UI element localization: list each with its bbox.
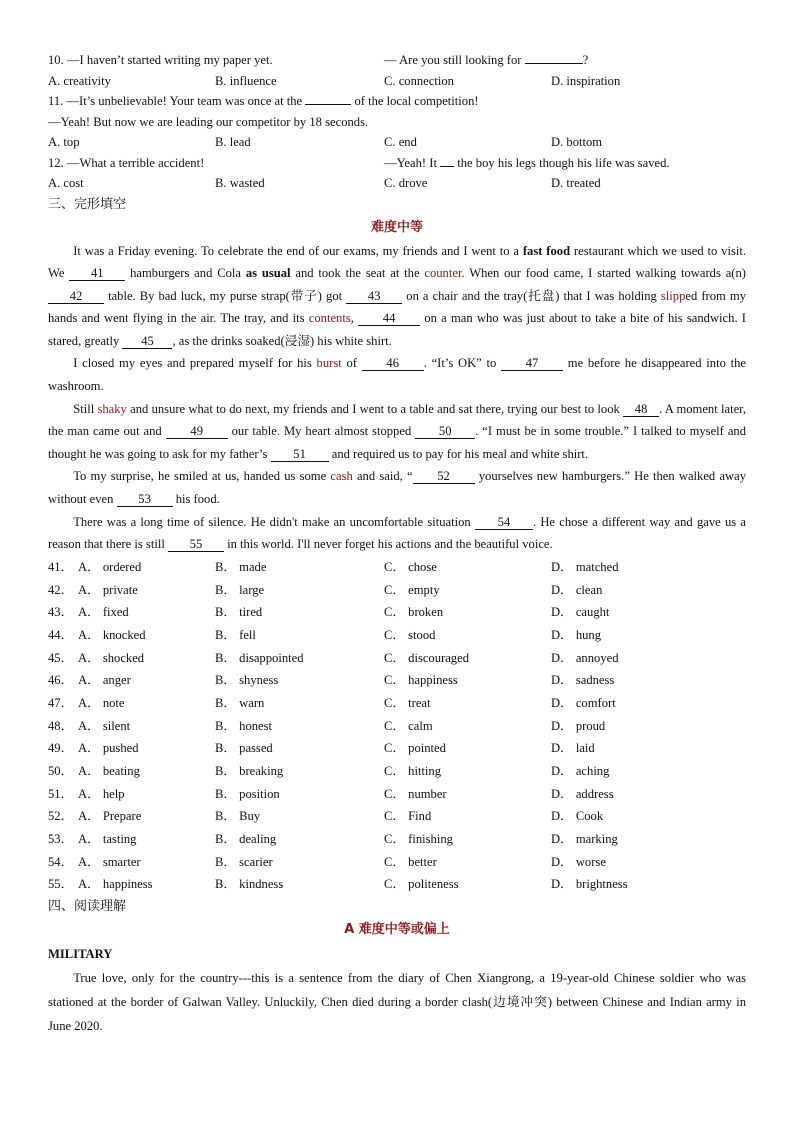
option-b[interactable]: B． position bbox=[215, 786, 280, 801]
option-c[interactable]: C． pointed bbox=[384, 741, 446, 756]
option-a[interactable]: A． silent bbox=[78, 718, 131, 733]
q10-question: 10. —I haven’t started writing my paper yet. bbox=[48, 53, 273, 67]
blank-52[interactable]: 52 bbox=[413, 469, 475, 484]
option-b[interactable]: B． passed bbox=[215, 741, 273, 756]
option-c[interactable]: C． happiness bbox=[384, 673, 458, 688]
option-c[interactable]: C． empty bbox=[384, 582, 440, 597]
option-b[interactable]: B． scarier bbox=[215, 854, 273, 869]
q10-options bbox=[48, 71, 746, 92]
option-d[interactable]: D． proud bbox=[551, 718, 606, 733]
q11-stem: 11. —It’s unbelievable! Your team was once at the of the local competition! bbox=[48, 91, 746, 112]
option-row: 46． A． anger B． shyness C． happiness D． sadness bbox=[48, 669, 746, 692]
option-row: 47． A． note B． warn C． treat D． comfort bbox=[48, 692, 746, 715]
blank-53[interactable]: 53 bbox=[117, 492, 173, 507]
option-a[interactable]: A. top bbox=[48, 135, 80, 149]
option-row: 52． A． Prepare B． Buy C． Find D． Cook bbox=[48, 805, 746, 828]
q12-question: 12. —What a terrible accident! bbox=[48, 155, 205, 170]
option-a[interactable]: A. cost bbox=[48, 176, 84, 190]
cloze-options bbox=[48, 556, 746, 896]
option-a[interactable]: A． tasting bbox=[78, 832, 137, 847]
option-row: 55． A． happiness B． kindness C． politeness D． brightness bbox=[48, 873, 746, 896]
option-c[interactable]: C． finishing bbox=[384, 832, 453, 847]
option-c[interactable]: C． politeness bbox=[384, 877, 459, 892]
option-d[interactable]: D． marking bbox=[551, 832, 618, 847]
option-d[interactable]: D． address bbox=[551, 786, 614, 801]
blank-46[interactable]: 46 bbox=[362, 356, 424, 371]
worksheet-page bbox=[48, 50, 746, 1038]
option-a[interactable]: A． smarter bbox=[78, 854, 141, 869]
option-c[interactable]: C． better bbox=[384, 854, 437, 869]
answer-blank[interactable] bbox=[440, 153, 454, 167]
blank-51[interactable]: 51 bbox=[271, 447, 329, 462]
option-b[interactable]: B． kindness bbox=[215, 877, 284, 892]
option-a[interactable]: A． ordered bbox=[78, 559, 142, 574]
q12-options bbox=[48, 173, 746, 194]
option-a[interactable]: A． happiness bbox=[78, 877, 153, 892]
option-a[interactable]: A． anger bbox=[78, 673, 131, 688]
option-c[interactable]: C． Find bbox=[384, 809, 432, 824]
option-a[interactable]: A． knocked bbox=[78, 627, 146, 642]
option-b[interactable]: B． shyness bbox=[215, 673, 279, 688]
section-title-cloze: 三、完形填空 bbox=[48, 196, 127, 212]
option-b[interactable]: B． tired bbox=[215, 605, 263, 620]
option-d[interactable]: D. inspiration bbox=[551, 73, 621, 88]
blank-48[interactable]: 48 bbox=[623, 402, 659, 417]
option-b[interactable]: B． disappointed bbox=[215, 650, 304, 665]
option-row: 42． A． private B． large C． empty D． clean bbox=[48, 579, 746, 602]
option-b[interactable]: B． Buy bbox=[215, 809, 261, 824]
option-c[interactable]: C． treat bbox=[384, 695, 431, 710]
option-b[interactable]: B． made bbox=[215, 559, 267, 574]
q11-options bbox=[48, 132, 746, 153]
q11-reply: —Yeah! But now we are leading our competitor by 18 seconds. bbox=[48, 114, 369, 129]
answer-blank[interactable] bbox=[525, 50, 583, 64]
option-d[interactable]: D． sadness bbox=[551, 673, 615, 688]
blank-45[interactable]: 45 bbox=[122, 334, 172, 349]
blank-50[interactable]: 50 bbox=[415, 424, 475, 439]
option-d[interactable]: D． caught bbox=[551, 605, 610, 620]
option-b[interactable]: B． warn bbox=[215, 695, 265, 710]
cloze-paragraph-5: There was a long time of silence. He didn't make an uncomfortable situation 54 . He chose a different way and gave us a reason that there is still 55 in this world. I'll never forget his actions and the beautiful voice. bbox=[48, 514, 746, 552]
passage-paragraph: True love, only for the country---this is a sentence from the diary of Chen Xiangrong, a 19-year-old Chinese soldier who was stationed at the border of Galwan Valley. Unluckily, Chen died during a border clash(边境冲突) between Chinese and Indian army in June 2020. bbox=[48, 971, 746, 1034]
option-d[interactable]: D. bottom bbox=[551, 135, 603, 149]
option-b[interactable]: B． honest bbox=[215, 718, 273, 733]
option-d[interactable]: D． comfort bbox=[551, 695, 616, 710]
q10-stem bbox=[48, 50, 746, 71]
option-c[interactable]: C． discouraged bbox=[384, 650, 469, 665]
q10-reply: — Are you still looking for ? bbox=[384, 50, 588, 71]
option-d[interactable]: D． clean bbox=[551, 582, 603, 597]
cloze-paragraph-4: To my surprise, he smiled at us, handed us some cash and said, “ 52 yourselves new hamburgers.” He then walked away without even 53 his food. bbox=[48, 469, 746, 507]
option-c[interactable]: C. end bbox=[384, 135, 417, 149]
option-b[interactable]: B． large bbox=[215, 582, 265, 597]
option-a[interactable]: A． note bbox=[78, 695, 125, 710]
option-c[interactable]: C. connection bbox=[384, 73, 454, 88]
option-c[interactable]: C. drove bbox=[384, 176, 428, 190]
cloze-paragraph-1: It was a Friday evening. To celebrate the end of our exams, my friends and I went to a fast food restaurant which we used to visit. We 41 hamburgers and Cola as usual and took the seat at the counter. When our food came, I started walking towards a(n) 42 table. By bad luck, my purse strap(带子) got 43 on a chair and the tray(托盘) that I was holding slipped from my hands and went flying in the air. The tray, and its contents, 44 on a man who was just about to take a bite of his sandwich. I stared, greatly 45 , as the drinks soaked(浸湿) his white shirt. bbox=[48, 243, 747, 348]
option-a[interactable]: A． pushed bbox=[78, 741, 139, 756]
option-row: 41． A． ordered B． made C． chose D． matched bbox=[48, 556, 746, 579]
option-a[interactable]: A． fixed bbox=[78, 605, 129, 620]
option-c[interactable]: C． calm bbox=[384, 718, 433, 733]
option-row: 49． A． pushed B． passed C． pointed D． laid bbox=[48, 737, 746, 760]
option-row: 51． A． help B． position C． number D． address bbox=[48, 783, 746, 806]
option-row: 54． A． smarter B． scarier C． better D． worse bbox=[48, 851, 746, 874]
option-d[interactable]: D． laid bbox=[551, 741, 595, 756]
answer-blank[interactable] bbox=[305, 91, 351, 105]
blank-42[interactable]: 42 bbox=[48, 289, 104, 304]
option-row: 45． A． shocked B． disappointed C． discouraged D． annoyed bbox=[48, 647, 746, 670]
option-a[interactable]: A． Prepare bbox=[78, 809, 142, 824]
option-row: 48． A． silent B． honest C． calm D． proud bbox=[48, 715, 746, 738]
option-a[interactable]: A． beating bbox=[78, 764, 140, 778]
difficulty-label: 难度中等 bbox=[370, 219, 423, 235]
option-b[interactable]: B. wasted bbox=[215, 176, 265, 190]
option-d[interactable]: D． Cook bbox=[551, 809, 604, 824]
q12-reply: —Yeah! It the boy his legs though his life was saved. bbox=[384, 153, 670, 174]
option-c[interactable]: C． chose bbox=[384, 559, 437, 574]
option-b[interactable]: B. lead bbox=[215, 135, 251, 149]
difficulty-label: A 难度中等或偏上 bbox=[344, 922, 450, 938]
option-a[interactable]: A. creativity bbox=[48, 73, 111, 88]
blank-54[interactable]: 54 bbox=[475, 515, 533, 530]
option-row: 50． A． beating B． breaking C． hitting D． aching bbox=[48, 760, 746, 783]
option-d[interactable]: D. treated bbox=[551, 176, 601, 190]
cloze-paragraph-2: I closed my eyes and prepared myself for his burst of 46 . “It’s OK” to 47 me before he disappeared into the washroom. bbox=[48, 356, 747, 394]
option-b[interactable]: B. influence bbox=[215, 73, 277, 88]
cloze-paragraph-3: Still shaky and unsure what to do next, my friends and I went to a table and sat there, trying our best to look 48 . A moment later, the man came out and 49 our table. My heart almost stopped 50 . “I must be in some trouble.” I talked to myself and thought he was going to ask for my father’s 51 and required us to pay for his meal and white shirt. bbox=[48, 401, 747, 461]
option-a[interactable]: A． shocked bbox=[78, 650, 145, 665]
option-a[interactable]: A． private bbox=[78, 582, 138, 597]
option-row: 53． A． tasting B． dealing C． finishing D． marking bbox=[48, 828, 746, 851]
option-c[interactable]: C． broken bbox=[384, 605, 444, 620]
blank-55[interactable]: 55 bbox=[168, 537, 224, 552]
option-row: 44． A． knocked B． fell C． stood D． hung bbox=[48, 624, 746, 647]
option-b[interactable]: B． dealing bbox=[215, 832, 277, 847]
option-b[interactable]: B． fell bbox=[215, 627, 256, 642]
option-d[interactable]: D． worse bbox=[551, 854, 606, 869]
blank-49[interactable]: 49 bbox=[166, 424, 228, 439]
passage-heading: MILITARY bbox=[48, 947, 113, 962]
option-c[interactable]: C． number bbox=[384, 786, 447, 801]
option-row: 43． A． fixed B． tired C． broken D． caught bbox=[48, 601, 746, 624]
blank-44[interactable]: 44 bbox=[358, 311, 420, 326]
option-b[interactable]: B． breaking bbox=[215, 764, 284, 778]
option-d[interactable]: D． aching bbox=[551, 764, 610, 778]
option-d[interactable]: D． matched bbox=[551, 559, 619, 574]
option-d[interactable]: D． hung bbox=[551, 627, 602, 642]
option-d[interactable]: D． brightness bbox=[551, 877, 628, 892]
q12-stem bbox=[48, 153, 746, 174]
blank-41[interactable]: 41 bbox=[69, 266, 125, 281]
option-c[interactable]: C． hitting bbox=[384, 764, 442, 778]
option-c[interactable]: C． stood bbox=[384, 627, 436, 642]
option-d[interactable]: D． annoyed bbox=[551, 650, 619, 665]
blank-47[interactable]: 47 bbox=[501, 356, 563, 371]
blank-43[interactable]: 43 bbox=[346, 289, 402, 304]
section-title-reading: 四、阅读理解 bbox=[48, 899, 127, 915]
option-a[interactable]: A． help bbox=[78, 786, 125, 801]
